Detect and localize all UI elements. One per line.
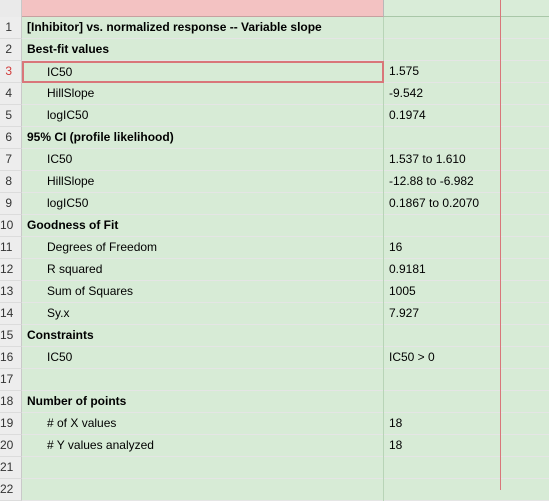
table-row[interactable] — [0, 259, 549, 281]
row-number[interactable]: 2 — [0, 39, 22, 61]
value-cell[interactable]: 18 — [389, 416, 403, 430]
table-row[interactable] — [0, 237, 549, 259]
value-cell[interactable]: 18 — [389, 438, 403, 452]
row-number[interactable]: 12 — [0, 259, 22, 281]
table-row[interactable] — [0, 479, 549, 501]
label-cell[interactable]: Best-fit values — [22, 39, 384, 61]
value-cell[interactable]: 1005 — [389, 284, 416, 298]
empty-cell[interactable] — [501, 149, 549, 171]
table-row[interactable] — [0, 281, 549, 303]
empty-cell[interactable] — [501, 105, 549, 127]
row-number[interactable]: 13 — [0, 281, 22, 303]
label-cell[interactable]: Sy.x — [22, 303, 384, 325]
empty-cell[interactable] — [501, 17, 549, 39]
label-cell[interactable]: IC50 — [22, 347, 384, 369]
value-cell[interactable]: 0.9181 — [389, 262, 426, 276]
table-row[interactable] — [0, 61, 549, 83]
label-cell[interactable]: logIC50 — [22, 105, 384, 127]
empty-cell[interactable] — [501, 347, 549, 369]
column-header-a[interactable] — [22, 0, 384, 17]
label-cell[interactable] — [22, 457, 384, 479]
column-header-c[interactable] — [501, 0, 549, 17]
table-row[interactable] — [0, 83, 549, 105]
row-number[interactable]: 21 — [0, 457, 22, 479]
table-row[interactable] — [0, 303, 549, 325]
label-cell[interactable]: HillSlope — [22, 83, 384, 105]
row-number[interactable]: 17 — [0, 369, 22, 391]
empty-cell[interactable] — [501, 127, 549, 149]
empty-cell[interactable] — [501, 39, 549, 61]
value-cell[interactable] — [384, 39, 501, 61]
label-cell[interactable]: Goodness of Fit — [22, 215, 384, 237]
empty-cell[interactable] — [501, 413, 549, 435]
label-cell[interactable]: IC50 — [22, 149, 384, 171]
table-row[interactable] — [0, 149, 549, 171]
row-number[interactable]: 4 — [0, 83, 22, 105]
label-cell[interactable]: # of X values — [22, 413, 384, 435]
row-number[interactable]: 1 — [0, 17, 22, 39]
row-number[interactable]: 15 — [0, 325, 22, 347]
value-cell[interactable] — [384, 457, 501, 479]
row-number[interactable]: 10 — [0, 215, 22, 237]
value-cell[interactable] — [384, 325, 501, 347]
value-cell[interactable] — [384, 17, 501, 39]
table-row[interactable] — [0, 39, 549, 61]
empty-cell[interactable] — [501, 303, 549, 325]
value-cell[interactable]: 16 — [389, 240, 403, 254]
table-row[interactable] — [0, 435, 549, 457]
table-row[interactable] — [0, 391, 549, 413]
empty-cell[interactable] — [501, 435, 549, 457]
value-cell[interactable]: IC50 > 0 — [389, 350, 435, 364]
empty-cell[interactable] — [501, 259, 549, 281]
value-cell[interactable]: 0.1867 to 0.2070 — [389, 196, 480, 210]
right-margin-line — [500, 0, 501, 490]
empty-cell[interactable] — [501, 479, 549, 501]
empty-cell[interactable] — [501, 391, 549, 413]
table-row[interactable] — [0, 105, 549, 127]
label-cell[interactable]: Degrees of Freedom — [22, 237, 384, 259]
row-number[interactable]: 22 — [0, 479, 22, 501]
row-number[interactable]: 8 — [0, 171, 22, 193]
empty-cell[interactable] — [501, 237, 549, 259]
empty-cell[interactable] — [501, 281, 549, 303]
row-number[interactable]: 18 — [0, 391, 22, 413]
value-cell[interactable]: 1.575 — [389, 64, 420, 78]
value-cell[interactable] — [384, 369, 501, 391]
value-cell[interactable]: 7.927 — [389, 306, 420, 320]
label-cell[interactable]: 95% CI (profile likelihood) — [22, 127, 384, 149]
row-number[interactable]: 6 — [0, 127, 22, 149]
row-number[interactable]: 14 — [0, 303, 22, 325]
row-number[interactable]: 5 — [0, 105, 22, 127]
table-row[interactable] — [0, 369, 549, 391]
value-cell[interactable] — [384, 215, 501, 237]
row-number[interactable]: 20 — [0, 435, 22, 457]
column-header-bar — [0, 0, 549, 17]
label-cell[interactable]: Number of points — [22, 391, 384, 413]
label-cell[interactable] — [22, 369, 384, 391]
value-cell[interactable]: 0.1974 — [389, 108, 426, 122]
row-number[interactable]: 9 — [0, 193, 22, 215]
label-cell[interactable]: HillSlope — [22, 171, 384, 193]
empty-cell[interactable] — [501, 215, 549, 237]
empty-cell[interactable] — [501, 325, 549, 347]
empty-cell[interactable] — [501, 369, 549, 391]
empty-cell[interactable] — [501, 83, 549, 105]
value-cell[interactable]: 1.537 to 1.610 — [389, 152, 466, 166]
column-header-b[interactable] — [384, 0, 501, 17]
value-cell[interactable] — [384, 127, 501, 149]
table-row[interactable] — [0, 193, 549, 215]
label-cell[interactable] — [22, 479, 384, 501]
row-number[interactable]: 7 — [0, 149, 22, 171]
label-cell[interactable]: IC50 — [22, 61, 384, 83]
table-row[interactable] — [0, 215, 549, 237]
value-cell[interactable]: -12.88 to -6.982 — [389, 174, 474, 188]
empty-cell[interactable] — [501, 61, 549, 83]
label-cell[interactable]: R squared — [22, 259, 384, 281]
empty-cell[interactable] — [501, 193, 549, 215]
empty-cell[interactable] — [501, 457, 549, 479]
table-row[interactable] — [0, 127, 549, 149]
value-cell[interactable] — [384, 391, 501, 413]
label-cell[interactable]: # Y values analyzed — [22, 435, 384, 457]
results-table — [0, 17, 549, 501]
table-row[interactable] — [0, 171, 549, 193]
empty-cell[interactable] — [501, 171, 549, 193]
label-cell[interactable]: Sum of Squares — [22, 281, 384, 303]
table-row[interactable] — [0, 17, 549, 39]
label-cell[interactable]: logIC50 — [22, 193, 384, 215]
table-row[interactable] — [0, 347, 549, 369]
row-number[interactable]: 16 — [0, 347, 22, 369]
row-number[interactable]: 11 — [0, 237, 22, 259]
table-row[interactable] — [0, 457, 549, 479]
label-cell[interactable]: [Inhibitor] vs. normalized response -- Variable slope — [22, 17, 384, 39]
table-row[interactable] — [0, 413, 549, 435]
row-number[interactable]: 19 — [0, 413, 22, 435]
label-cell[interactable]: Constraints — [22, 325, 384, 347]
value-cell[interactable] — [384, 479, 501, 501]
table-row[interactable] — [0, 325, 549, 347]
row-number[interactable]: 3 — [0, 61, 22, 83]
value-cell[interactable]: -9.542 — [389, 86, 424, 100]
corner-header[interactable] — [0, 0, 22, 17]
